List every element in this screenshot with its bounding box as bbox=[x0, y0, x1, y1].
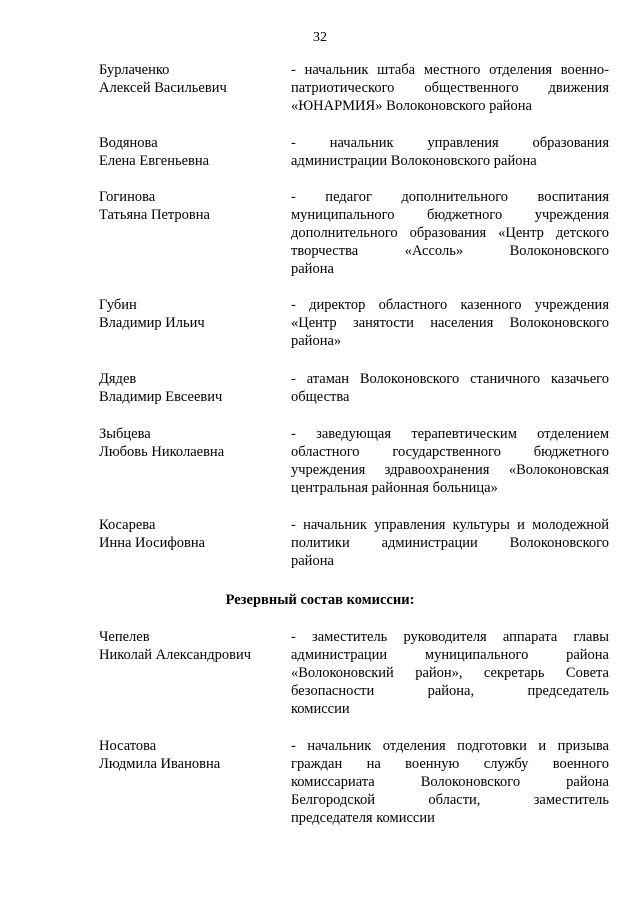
member-position bbox=[291, 516, 609, 570]
member-given-name: Владимир Ильич bbox=[99, 315, 205, 331]
position-line: «ЮНАРМИЯ» Волоконовского района bbox=[291, 98, 532, 114]
member-given-name: Алексей Васильевич bbox=[99, 80, 227, 96]
member-position bbox=[291, 61, 609, 115]
position-line: комиссии bbox=[291, 701, 350, 717]
member-name bbox=[99, 134, 284, 170]
member-surname: Косарева bbox=[99, 517, 156, 533]
position-line: безопасности района, председатель bbox=[291, 683, 609, 699]
position-line: - начальник управления образования bbox=[291, 135, 609, 151]
page-number: 32 bbox=[313, 30, 327, 45]
member-given-name: Любовь Николаевна bbox=[99, 444, 225, 460]
position-line: администрации муниципального района bbox=[291, 647, 609, 663]
position-line: Белгородской области, заместитель bbox=[291, 792, 609, 808]
position-line: общества bbox=[291, 389, 350, 405]
member-name bbox=[99, 737, 284, 773]
position-line: муниципального бюджетного учреждения bbox=[291, 207, 609, 223]
member-given-name: Татьяна Петровна bbox=[99, 207, 210, 223]
member-given-name: Елена Евгеньевна bbox=[99, 153, 210, 169]
member-surname: Гогинова bbox=[99, 189, 156, 205]
member-surname: Водянова bbox=[99, 135, 158, 151]
position-line: - педагог дополнительного воспитания bbox=[291, 189, 609, 205]
member-surname: Носатова bbox=[99, 738, 157, 754]
member-surname: Зыбцева bbox=[99, 426, 151, 442]
member-surname: Чепелев bbox=[99, 629, 150, 645]
member-position bbox=[291, 425, 609, 497]
member-given-name: Инна Иосифовна bbox=[99, 535, 206, 551]
position-line: - начальник управления культуры и молодежной bbox=[291, 517, 609, 533]
member-given-name: Владимир Евсеевич bbox=[99, 389, 223, 405]
position-line: - заведующая терапевтическим отделением bbox=[291, 426, 609, 442]
member-position bbox=[291, 628, 609, 718]
position-line: района bbox=[291, 261, 334, 277]
position-line: комиссариата Волоконовского района bbox=[291, 774, 609, 790]
position-line: творчества «Ассоль» Волоконовского bbox=[291, 243, 609, 259]
member-position bbox=[291, 370, 609, 406]
member-position bbox=[291, 134, 609, 170]
member-surname: Губин bbox=[99, 297, 137, 313]
member-name bbox=[99, 188, 284, 224]
position-line: - директор областного казенного учреждения bbox=[291, 297, 609, 313]
member-given-name: Людмила Ивановна bbox=[99, 756, 221, 772]
position-line: областного государственного бюджетного bbox=[291, 444, 609, 460]
position-line: политики администрации Волоконовского bbox=[291, 535, 609, 551]
position-line: - атаман Волоконовского станичного казачьего bbox=[291, 371, 609, 387]
position-line: администрации Волоконовского района bbox=[291, 153, 537, 169]
member-position bbox=[291, 296, 609, 350]
position-line: дополнительного образования «Центр детского bbox=[291, 225, 609, 241]
reserve-section-title: Резервный состав комиссии: bbox=[225, 592, 415, 608]
position-line: центральная районная больница» bbox=[291, 480, 498, 496]
member-given-name: Николай Александрович bbox=[99, 647, 252, 663]
member-name bbox=[99, 296, 284, 332]
member-position bbox=[291, 188, 609, 278]
member-surname: Дядев bbox=[99, 371, 137, 387]
member-surname: Бурлаченко bbox=[99, 62, 170, 78]
position-line: района» bbox=[291, 333, 342, 349]
position-line: граждан на военную службу военного bbox=[291, 756, 609, 772]
member-name bbox=[99, 61, 284, 97]
position-line: - заместитель руководителя аппарата главы bbox=[291, 629, 609, 645]
member-name bbox=[99, 628, 284, 664]
position-line: района bbox=[291, 553, 334, 569]
member-name bbox=[99, 425, 284, 461]
position-line: «Волоконовский район», секретарь Совета bbox=[291, 665, 609, 681]
position-line: - начальник штаба местного отделения военно- bbox=[291, 62, 609, 78]
member-name bbox=[99, 516, 284, 552]
member-position bbox=[291, 737, 609, 827]
member-name bbox=[99, 370, 284, 406]
position-line: председателя комиссии bbox=[291, 810, 435, 826]
position-line: «Центр занятости населения Волоконовского bbox=[291, 315, 609, 331]
position-line: патриотического общественного движения bbox=[291, 80, 609, 96]
position-line: учреждения здравоохранения «Волоконовская bbox=[291, 462, 609, 478]
position-line: - начальник отделения подготовки и призыва bbox=[291, 738, 609, 754]
